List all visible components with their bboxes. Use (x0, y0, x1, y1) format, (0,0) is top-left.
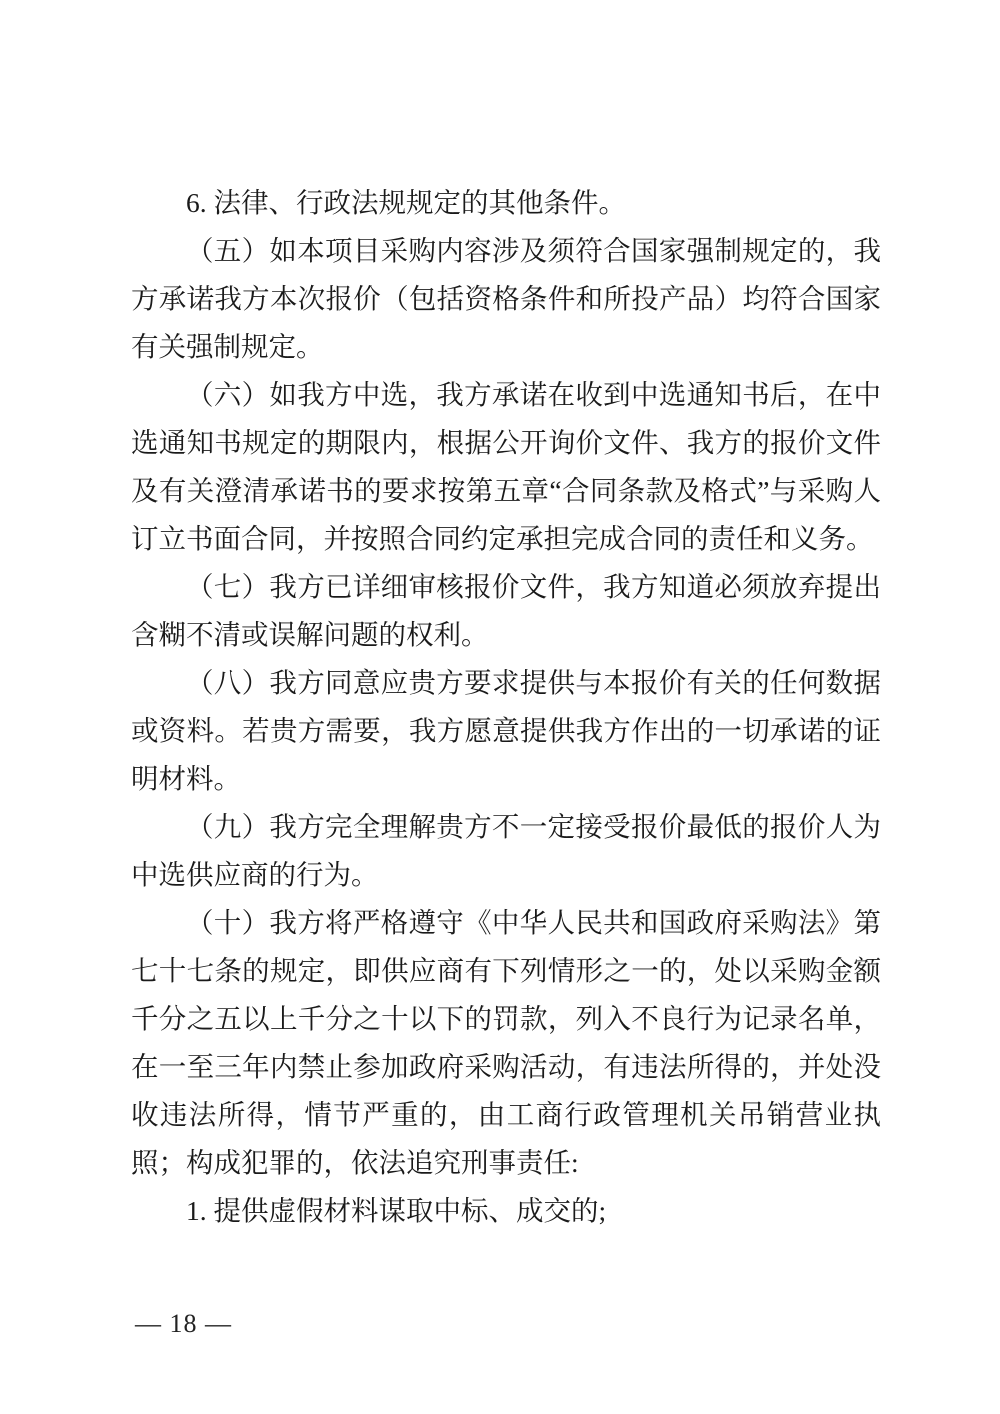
paragraph: （六）如我方中选，我方承诺在收到中选通知书后，在中选通知书规定的期限内，根据公开询价文件、我方的报价文件及有关澄清承诺书的要求按第五章“合同条款及格式”与采购人订立书面合同，并按照合同约定承担完成合同的责任和义务。 (131, 379, 881, 554)
paragraph: （九）我方完全理解贵方不一定接受报价最低的报价人为中选供应商的行为。 (131, 811, 881, 890)
page-footer (135, 1308, 232, 1340)
paragraph: 1. 提供虚假材料谋取中标、成交的; (186, 1195, 607, 1226)
paragraph: （十）我方将严格遵守《中华人民共和国政府采购法》第七十七条的规定，即供应商有下列情形之一的，处以采购金额千分之五以上千分之十以下的罚款，列入不良行为记录名单，在一至三年内禁止参加政府采购活动，有违法所得的，并处没收违法所得，情节严重的，由工商行政管理机关吊销营业执照；构成犯罪的，依法追究刑事责任: (131, 907, 881, 1178)
paragraph: （五）如本项目采购内容涉及须符合国家强制规定的，我方承诺我方本次报价（包括资格条件和所投产品）均符合国家有关强制规定。 (131, 235, 881, 362)
paragraph: （八）我方同意应贵方要求提供与本报价有关的任何数据或资料。若贵方需要，我方愿意提供我方作出的一切承诺的证明材料。 (131, 667, 881, 794)
page-number: — 18 — (135, 1309, 232, 1338)
paragraph: （七）我方已详细审核报价文件，我方知道必须放弃提出含糊不清或误解问题的权利。 (131, 571, 881, 650)
paragraph: 6. 法律、行政法规规定的其他条件。 (186, 187, 626, 218)
document-body (131, 179, 881, 1235)
